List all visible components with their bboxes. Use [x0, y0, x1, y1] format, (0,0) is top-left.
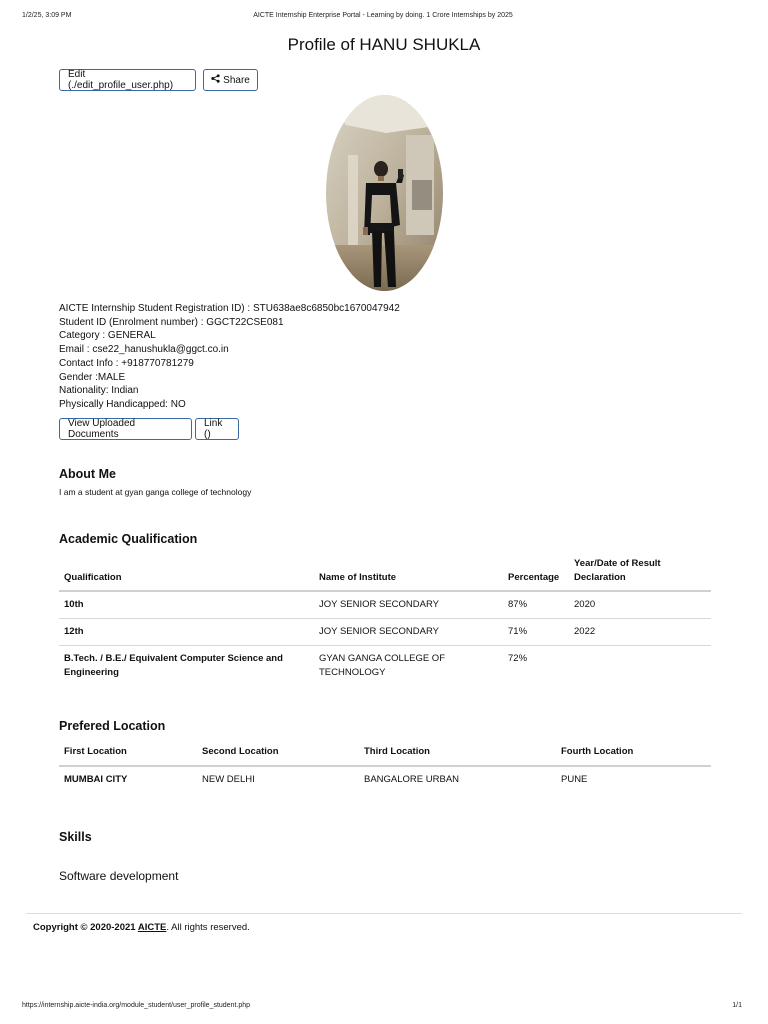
- column-header: Second Location: [202, 746, 279, 757]
- view-documents-label: View Uploaded Documents: [68, 418, 136, 440]
- page-title: Profile of HANU SHUKLA: [287, 35, 481, 54]
- category: Category : GENERAL: [59, 330, 156, 342]
- registration-id: AICTE Internship Student Registration ID) : STU638ae8c6850bc1670047942: [59, 303, 400, 314]
- share-label: Share: [223, 74, 250, 86]
- location-header-row: [59, 745, 711, 766]
- column-header: Name of Institute: [319, 571, 397, 583]
- institute-cell: JOY SENIOR SECONDARY: [314, 619, 503, 646]
- table-row: [59, 619, 711, 646]
- location-heading: Prefered Location: [59, 719, 166, 733]
- qualification-cell: B.Tech. / B.E./ Equivalent Computer Science and Engineering: [59, 646, 314, 687]
- percentage-cell: 87%: [503, 591, 569, 619]
- column-header: Year/Date of Result Declaration: [574, 558, 661, 583]
- location-table: [59, 745, 711, 793]
- skills-heading: Skills: [59, 830, 92, 844]
- year-cell: 2020: [569, 591, 711, 619]
- profile-info: [59, 302, 400, 412]
- academic-header-row: [59, 557, 711, 591]
- percentage-cell: 71%: [503, 619, 569, 646]
- physically-handicapped: Physically Handicapped: NO: [59, 398, 186, 410]
- print-url: https://internship.aicte-india.org/module_student/user_profile_student.php: [22, 1002, 251, 1009]
- print-title: AICTE Internship Enterprise Portal - Learning by doing. 1 Crore Internships by 2025: [253, 12, 513, 19]
- link-button[interactable]: [195, 418, 239, 440]
- column-header: Fourth Location: [561, 746, 634, 757]
- copyright-prefix: Copyright © 2020-2021: [33, 922, 136, 933]
- location-cell: NEW DELHI: [197, 766, 359, 793]
- academic-heading: Academic Qualification: [59, 532, 198, 546]
- institute-cell: GYAN GANGA COLLEGE OF TECHNOLOGY: [314, 646, 503, 687]
- table-row: [59, 766, 711, 793]
- page-number: 1/1: [732, 1002, 742, 1009]
- skill-item: Software development: [59, 869, 179, 883]
- print-date: 1/2/25, 3:09 PM: [22, 12, 72, 19]
- gender: Gender :MALE: [59, 371, 126, 383]
- student-id: Student ID (Enrolment number) : GGCT22CSE081: [59, 316, 284, 328]
- year-cell: 2022: [569, 619, 711, 646]
- column-header: First Location: [64, 746, 127, 757]
- share-icon: [211, 74, 220, 86]
- table-row: [59, 591, 711, 619]
- footer-divider: [26, 913, 742, 914]
- link-label: Link (): [204, 418, 223, 440]
- column-header: Third Location: [364, 746, 430, 757]
- print-header: [22, 12, 744, 22]
- about-text: I am a student at gyan ganga college of technology: [59, 487, 252, 497]
- location-cell: BANGALORE URBAN: [359, 766, 556, 793]
- academic-table: [59, 557, 711, 686]
- copyright-suffix: . All rights reserved.: [166, 922, 250, 933]
- location-cell: PUNE: [556, 766, 711, 793]
- table-row: [59, 646, 711, 687]
- percentage-cell: 72%: [503, 646, 569, 687]
- contact-info: Contact Info : +918770781279: [59, 357, 194, 369]
- column-header: Percentage: [508, 571, 560, 583]
- copyright: [33, 922, 250, 933]
- about-heading: About Me: [59, 467, 116, 481]
- year-cell: [569, 646, 711, 687]
- location-cell: MUMBAI CITY: [59, 766, 197, 793]
- qualification-cell: 12th: [59, 619, 314, 646]
- edit-profile-label: Edit (./edit_profile_user.php): [68, 69, 174, 91]
- institute-cell: JOY SENIOR SECONDARY: [314, 591, 503, 619]
- profile-photo: [326, 95, 443, 291]
- nationality: Nationality: Indian: [59, 385, 139, 397]
- aicte-link[interactable]: AICTE: [137, 922, 167, 933]
- email: Email : cse22_hanushukla@ggct.co.in: [59, 344, 229, 356]
- view-documents-button[interactable]: [59, 418, 192, 440]
- column-header: Qualification: [64, 571, 122, 583]
- print-footer: [22, 1002, 742, 1012]
- share-button[interactable]: [203, 69, 258, 91]
- edit-profile-button[interactable]: [59, 69, 196, 91]
- qualification-cell: 10th: [59, 591, 314, 619]
